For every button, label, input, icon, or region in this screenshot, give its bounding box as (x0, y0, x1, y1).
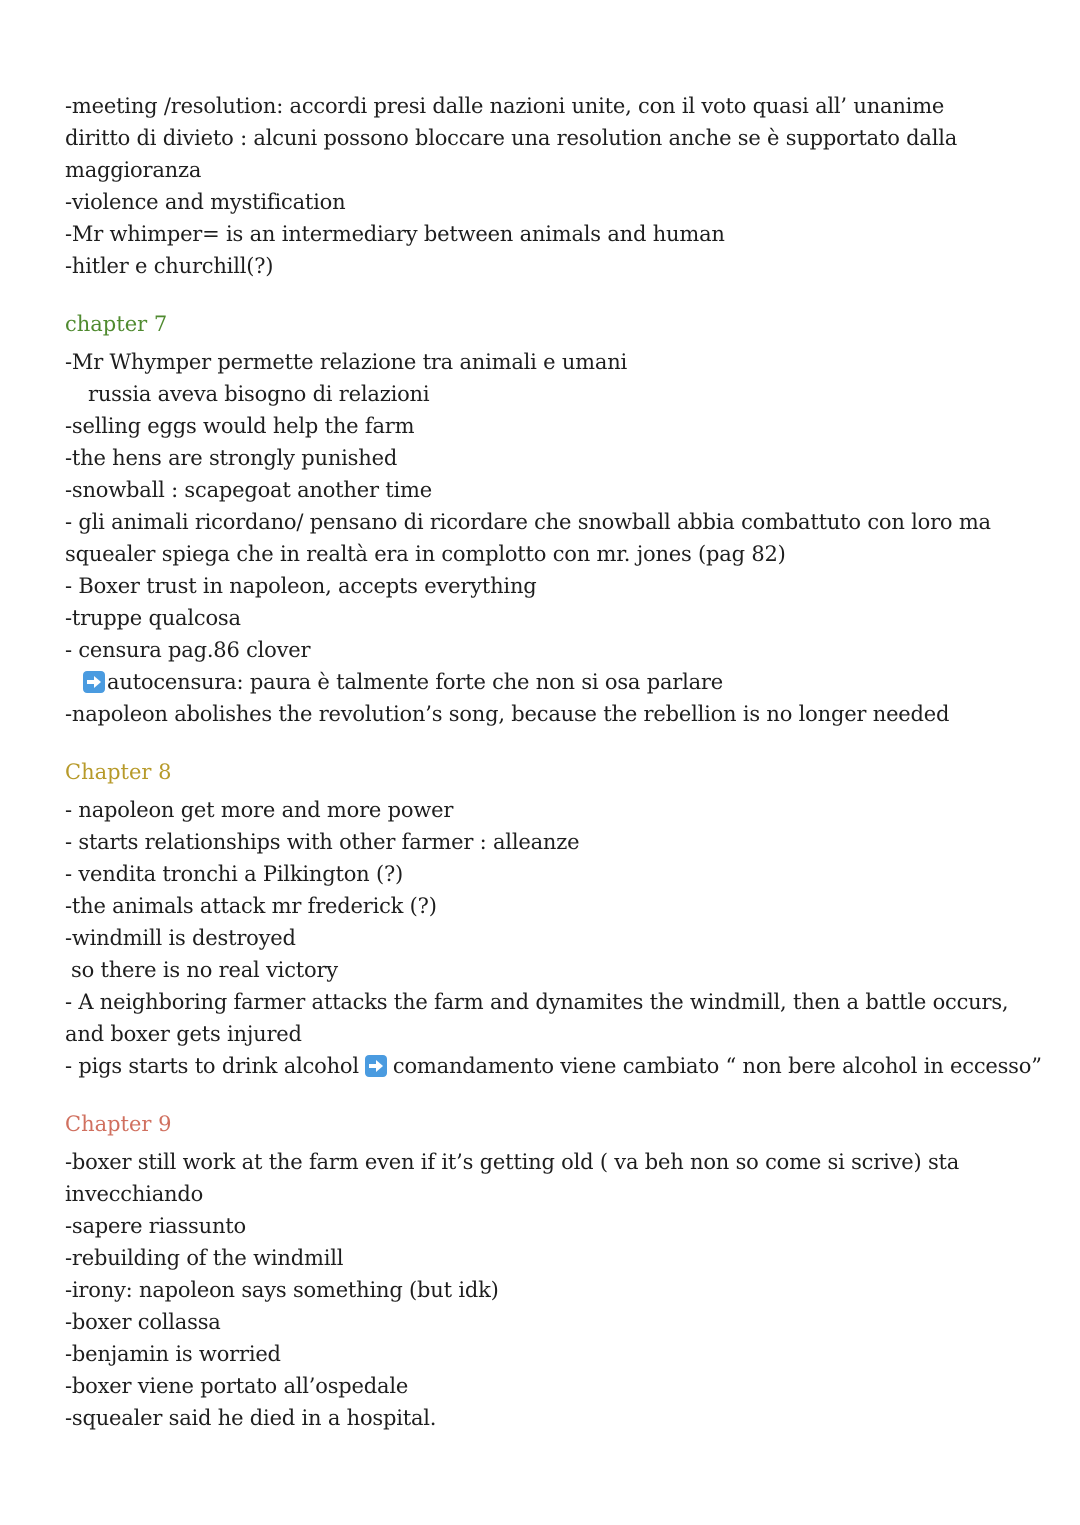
chapter-7-heading: chapter 7 (65, 312, 168, 336)
chapter-9-line: -squealer said he died in a hospital. (65, 1406, 437, 1430)
chapter-8-line: -the animals attack mr frederick (?) (65, 894, 437, 918)
chapter-8-line: - A neighboring farmer attacks the farm and dynamites the windmill, then a battle occurs, (65, 990, 1009, 1014)
chapter-9-line: -rebuilding of the windmill (65, 1246, 344, 1270)
notes-page (65, 90, 1055, 1434)
chapter-8-line (65, 1050, 1055, 1082)
chapter-9-line: invecchiando (65, 1182, 204, 1206)
chapter-7-line: - Boxer trust in napoleon, accepts everything (65, 574, 537, 598)
intro-line: -violence and mystification (65, 190, 346, 214)
chapter-7-line: squealer spiega che in realtà era in complotto con mr. jones (pag 82) (65, 542, 786, 566)
chapter-7-line: -selling eggs would help the farm (65, 414, 415, 438)
intro-line: -Mr whimper= is an intermediary between animals and human (65, 222, 725, 246)
chapter-8-line: and boxer gets injured (65, 1022, 302, 1046)
chapter-9-line: -boxer collassa (65, 1310, 221, 1334)
chapter-8-line: so there is no real victory (71, 958, 338, 982)
intro-line: -meeting /resolution: accordi presi dalle nazioni unite, con il voto quasi all’ unanime (65, 94, 945, 118)
chapter-8-line: - napoleon get more and more power (65, 798, 454, 822)
chapter-7-line: - censura pag.86 clover (65, 638, 311, 662)
chapter-9-heading: Chapter 9 (65, 1112, 172, 1136)
intro-section (65, 90, 1055, 282)
chapter-8-line: - vendita tronchi a Pilkington (?) (65, 862, 403, 886)
chapter-8-line: -windmill is destroyed (65, 926, 296, 950)
intro-line: diritto di divieto : alcuni possono bloccare una resolution anche se è supportato dalla (65, 126, 958, 150)
chapter-8-section (65, 756, 1055, 1082)
chapter-7-line: -napoleon abolishes the revolution’s song, because the rebellion is no longer needed (65, 702, 950, 726)
chapter-7-line: russia aveva bisogno di relazioni (88, 382, 430, 406)
chapter-7-line: - gli animali ricordano/ pensano di ricordare che snowball abbia combattuto con loro ma (65, 510, 991, 534)
chapter-9-line: -irony: napoleon says something (but idk) (65, 1278, 499, 1302)
chapter-7-line: -snowball : scapegoat another time (65, 478, 432, 502)
chapter-9-section (65, 1108, 1055, 1434)
chapter-9-line: -boxer still work at the farm even if it’s getting old ( va beh non so come si scrive) sta (65, 1150, 960, 1174)
chapter-7-arrow-text: autocensura: paura è talmente forte che non si osa parlare (107, 670, 724, 694)
chapter-7-line: -Mr Whymper permette relazione tra animali e umani (65, 350, 628, 374)
chapter-7-line: -the hens are strongly punished (65, 446, 398, 470)
chapter-9-line: -boxer viene portato all’ospedale (65, 1374, 409, 1398)
intro-line: maggioranza (65, 158, 202, 182)
chapter-9-line: -sapere riassunto (65, 1214, 246, 1238)
chapter-7-section (65, 308, 1055, 730)
chapter-9-line: -benjamin is worried (65, 1342, 281, 1366)
right-arrow-icon (83, 671, 105, 693)
chapter-7-line (65, 666, 1055, 698)
intro-line: -hitler e churchill(?) (65, 254, 274, 278)
chapter-8-alcohol-text: - pigs starts to drink alcohol (65, 1054, 359, 1078)
chapter-7-line: -truppe qualcosa (65, 606, 241, 630)
right-arrow-icon (365, 1055, 387, 1077)
chapter-8-heading: Chapter 8 (65, 760, 172, 784)
chapter-8-line: - starts relationships with other farmer : alleanze (65, 830, 580, 854)
chapter-8-commandment-text: comandamento viene cambiato “ non bere alcohol in eccesso” (392, 1054, 1042, 1078)
